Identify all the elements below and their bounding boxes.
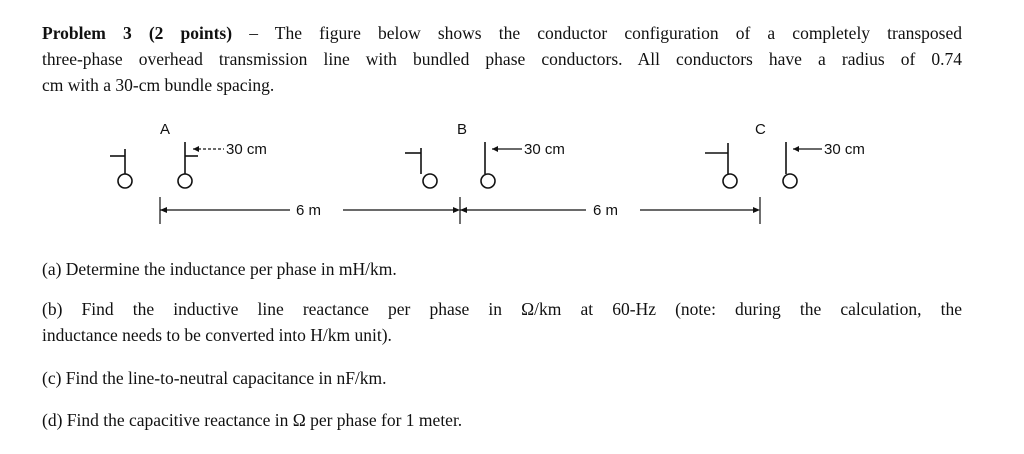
question-d-text: (d) Find the capacitive reactance in Ω per phase for 1 meter. bbox=[42, 410, 463, 430]
conductor-configuration-figure bbox=[0, 112, 1024, 242]
question-c bbox=[42, 365, 962, 391]
phase-spacing-ab-label: 6 m bbox=[296, 202, 322, 219]
phase-c-label: C bbox=[755, 121, 766, 138]
question-b-line-1: (b) Find the inductive line reactance per phase in Ω/km at 60-Hz (note: during the calculation, the bbox=[42, 299, 962, 319]
question-a bbox=[42, 256, 962, 282]
phase-a-bundle-spacing: 30 cm bbox=[226, 141, 267, 158]
heading-dash: – bbox=[249, 23, 258, 43]
question-a-text: (a) Determine the inductance per phase in mH/km. bbox=[42, 259, 397, 279]
phase-a-bundle bbox=[110, 121, 267, 188]
problem-statement bbox=[42, 20, 962, 98]
bundle-spacing-arrow bbox=[193, 146, 224, 152]
phase-a-label: A bbox=[160, 121, 171, 138]
phase-spacing-dimension-ab bbox=[160, 197, 460, 224]
phase-b-bundle bbox=[405, 121, 565, 188]
phase-spacing-dimension-bc bbox=[460, 197, 760, 224]
question-b bbox=[42, 296, 962, 348]
question-d bbox=[42, 407, 962, 433]
bundle-spacing-arrow bbox=[793, 146, 822, 152]
phase-spacing-bc-label: 6 m bbox=[593, 202, 619, 219]
intro-line-3: cm with a 30-cm bundle spacing. bbox=[42, 75, 275, 95]
bundle-spacing-arrow bbox=[492, 146, 522, 152]
problem-heading: Problem 3 (2 points) bbox=[42, 23, 233, 43]
conductor-icon bbox=[110, 149, 132, 188]
conductor-icon bbox=[405, 148, 437, 188]
question-b-line-2: inductance needs to be converted into H/km unit). bbox=[42, 325, 392, 345]
question-c-text: (c) Find the line-to-neutral capacitance in nF/km. bbox=[42, 368, 387, 388]
phase-c-bundle-spacing: 30 cm bbox=[824, 141, 865, 158]
phase-b-label: B bbox=[457, 121, 468, 138]
phase-c-bundle bbox=[705, 121, 865, 188]
intro-line-2: three-phase overhead transmission line with bundled phase conductors. All conductors have a radius of 0.74 bbox=[42, 49, 962, 69]
conductor-icon bbox=[705, 143, 737, 188]
phase-b-bundle-spacing: 30 cm bbox=[524, 141, 565, 158]
intro-line-1: The figure below shows the conductor configuration of a completely transposed bbox=[274, 23, 962, 43]
